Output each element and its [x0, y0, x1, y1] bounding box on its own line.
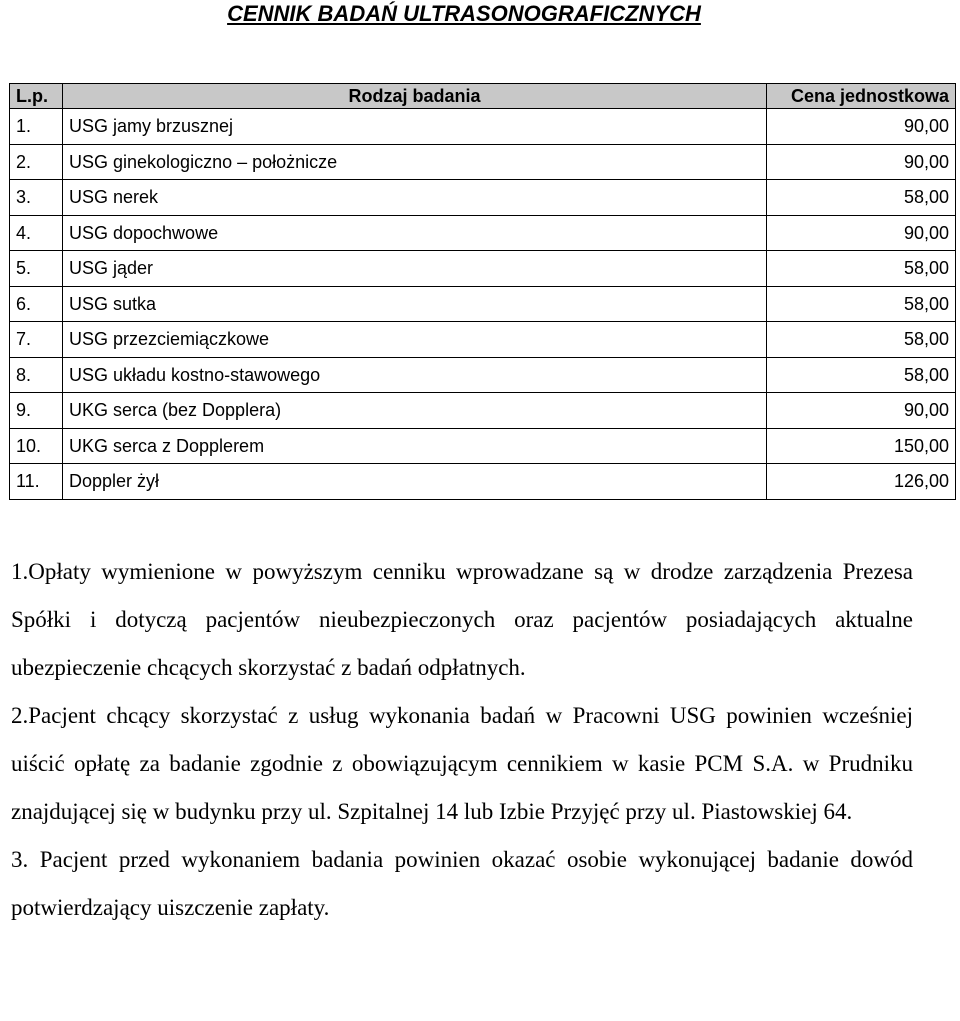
- row-number: 6.: [10, 286, 63, 322]
- page-title: CENNIK BADAŃ ULTRASONOGRAFICZNYCH: [227, 1, 701, 26]
- exam-name: USG nerek: [63, 180, 767, 216]
- exam-price: 58,00: [767, 286, 956, 322]
- table-row: [10, 286, 956, 322]
- note-paragraph: 2.Pacjent chcący skorzystać z usług wykonania badań w Pracowni USG powinien wcześniej uiścić opłatę za badanie zgodnie z obowiązującym cennikiem w kasie PCM S.A. w Prudniku znajdującej się w budynku przy ul. Szpitalnej 14 lub Izbie Przyjęć przy ul. Piastowskiej 64.: [11, 703, 913, 824]
- exam-price: 90,00: [767, 215, 956, 251]
- row-number: 1.: [10, 109, 63, 145]
- table-row: [10, 109, 956, 145]
- exam-price: 90,00: [767, 109, 956, 145]
- table-row: [10, 428, 956, 464]
- exam-price: 58,00: [767, 322, 956, 358]
- exam-price: 90,00: [767, 393, 956, 429]
- exam-name: USG jamy brzusznej: [63, 109, 767, 145]
- row-number: 9.: [10, 393, 63, 429]
- exam-price: 58,00: [767, 357, 956, 393]
- exam-name: Doppler żył: [63, 464, 767, 500]
- table-row: [10, 322, 956, 358]
- exam-name: USG układu kostno-stawowego: [63, 357, 767, 393]
- row-number: 4.: [10, 215, 63, 251]
- exam-name: USG dopochwowe: [63, 215, 767, 251]
- exam-name: UKG serca (bez Dopplera): [63, 393, 767, 429]
- table-row: [10, 251, 956, 287]
- exam-name: UKG serca z Dopplerem: [63, 428, 767, 464]
- table-row: [10, 144, 956, 180]
- exam-price: 150,00: [767, 428, 956, 464]
- column-header-lp: L.p.: [10, 84, 63, 109]
- row-number: 11.: [10, 464, 63, 500]
- column-header-exam-type: Rodzaj badania: [63, 84, 767, 109]
- price-table: [9, 83, 956, 500]
- note-paragraph: 3. Pacjent przed wykonaniem badania powinien okazać osobie wykonującej badanie dowód potwierdzający uiszczenie zapłaty.: [11, 847, 913, 920]
- exam-name: USG ginekologiczno – położnicze: [63, 144, 767, 180]
- column-header-unit-price: Cena jednostkowa: [767, 84, 956, 109]
- notes-section: [11, 548, 913, 932]
- row-number: 8.: [10, 357, 63, 393]
- exam-name: USG jąder: [63, 251, 767, 287]
- row-number: 2.: [10, 144, 63, 180]
- exam-name: USG przezciemiączkowe: [63, 322, 767, 358]
- row-number: 10.: [10, 428, 63, 464]
- table-row: [10, 393, 956, 429]
- table-row: [10, 180, 956, 216]
- table-row: [10, 215, 956, 251]
- exam-price: 58,00: [767, 180, 956, 216]
- table-row: [10, 464, 956, 500]
- exam-price: 90,00: [767, 144, 956, 180]
- row-number: 3.: [10, 180, 63, 216]
- row-number: 7.: [10, 322, 63, 358]
- table-header-row: [10, 84, 956, 109]
- exam-price: 126,00: [767, 464, 956, 500]
- exam-price: 58,00: [767, 251, 956, 287]
- exam-name: USG sutka: [63, 286, 767, 322]
- note-paragraph: 1.Opłaty wymienione w powyższym cenniku wprowadzane są w drodze zarządzenia Prezesa Spółki i dotyczą pacjentów nieubezpieczonych oraz pacjentów posiadających aktualne ubezpieczenie chcących skorzystać z badań odpłatnych.: [11, 559, 913, 680]
- row-number: 5.: [10, 251, 63, 287]
- table-row: [10, 357, 956, 393]
